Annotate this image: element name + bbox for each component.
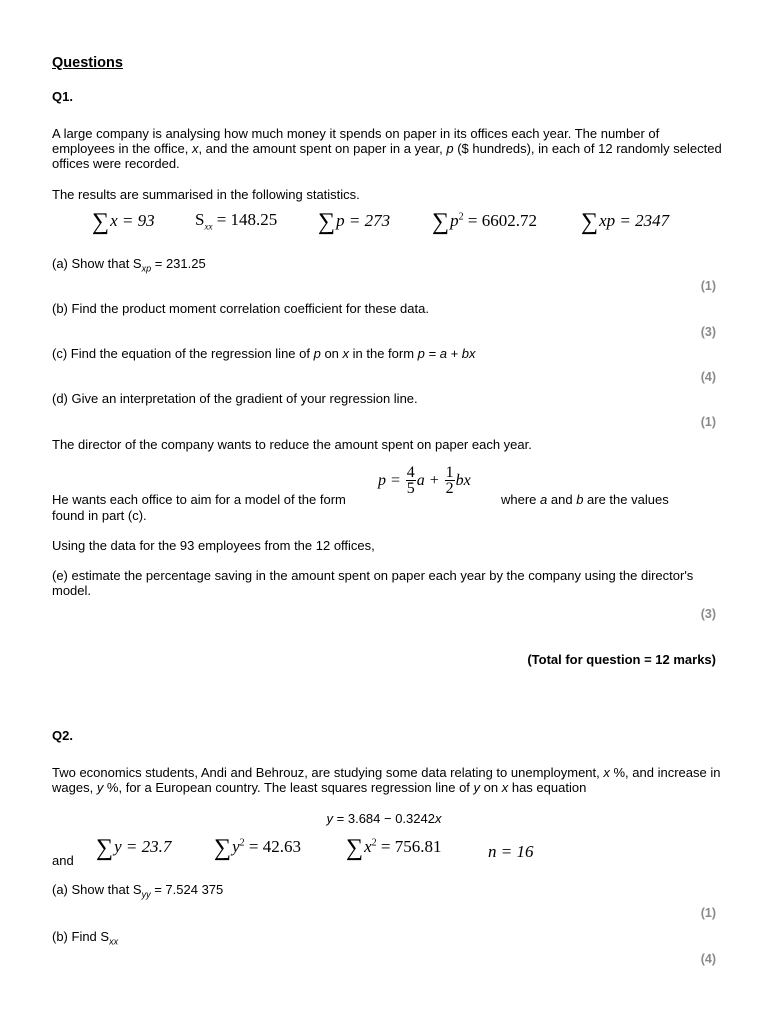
q1-part-a: (a) Show that $S_{xp} = 231.25$ xyxy=(52,256,206,274)
q1-stat-sxx: $S_{xx} = 148.25$ xyxy=(195,210,278,232)
q1-number: Q1. xyxy=(52,89,73,104)
q1-stat-sum-xp: ∑xp = 2347 xyxy=(581,209,670,235)
q1-part-c: (c) Find the equation of the regression line of p on x in the form p = a + bx xyxy=(52,346,476,361)
page-heading: Questions xyxy=(52,55,123,71)
q1-model-formula: p = $\frac{4}{5}$ a + $\frac{1}{2}$ bx xyxy=(378,464,471,497)
q2-regression-equation: y = 3.684 − 0.3242x xyxy=(326,811,442,826)
q1-total: (Total for question = 12 marks) xyxy=(527,652,716,667)
q2-stat-sum-x2: $\sum x^2 = 756.81$ xyxy=(346,835,442,861)
q1-part-b: (b) Find the product moment correlation coefficient for these data. xyxy=(52,301,429,316)
q1-mark-b: (3) xyxy=(700,325,716,339)
q1-part-e: (e) estimate the percentage saving in the amount spent on paper each year by the company using the director's model. xyxy=(52,568,694,598)
q1-part-d: (d) Give an interpretation of the gradient of your regression line. xyxy=(52,391,418,406)
q1-summary: The results are summarised in the following statistics. xyxy=(52,187,360,202)
q2-stat-sum-y: ∑y = 23.7 xyxy=(96,835,172,861)
q2-stat-sum-y2: $\sum y^2 = 42.63$ xyxy=(214,835,301,861)
q2-intro: Two economics students, Andi and Behrouz, are studying some data relating to unemployment, x %, and increase in wages, y %, for a European country. The least squares regression line of y on x has equation xyxy=(52,765,721,795)
q2-part-b: (b) Find $S_{xx}$ xyxy=(52,929,119,947)
q1-stat-sum-p2: $\sum p^2 = 6602.72$ xyxy=(432,209,537,235)
q2-number: Q2. xyxy=(52,728,73,743)
q1-mark-a: (1) xyxy=(700,279,716,293)
q1-intro: A large company is analysing how much money it spends on paper in its offices each year. The number of employees in the office, x, and the amount spent on paper in a year, p ($ hundreds), in each of 12 randomly selected offices were recorded. xyxy=(52,126,722,171)
q1-model-where: where a and b are the values xyxy=(501,492,669,507)
q2-stat-n: n = 16 xyxy=(488,842,534,861)
q1-stat-sum-p: ∑p = 273 xyxy=(318,209,391,235)
q2-mark-a: (1) xyxy=(700,906,716,920)
q2-and-label: and xyxy=(52,853,74,868)
q2-part-a: (a) Show that $S_{yy} = 7.524$ 375 xyxy=(52,882,224,900)
q1-model-found: found in part (c). xyxy=(52,508,147,523)
q1-model-intro: He wants each office to aim for a model of the form xyxy=(52,492,346,507)
q1-mark-d: (1) xyxy=(700,415,716,429)
q1-using: Using the data for the 93 employees from the 12 offices, xyxy=(52,538,375,553)
q1-mark-e: (3) xyxy=(700,607,716,621)
q1-director: The director of the company wants to reduce the amount spent on paper each year. xyxy=(52,437,532,452)
q2-mark-b: (4) xyxy=(700,952,716,966)
q1-mark-c: (4) xyxy=(700,370,716,384)
q1-stat-sum-x: ∑x = 93 xyxy=(92,209,155,235)
